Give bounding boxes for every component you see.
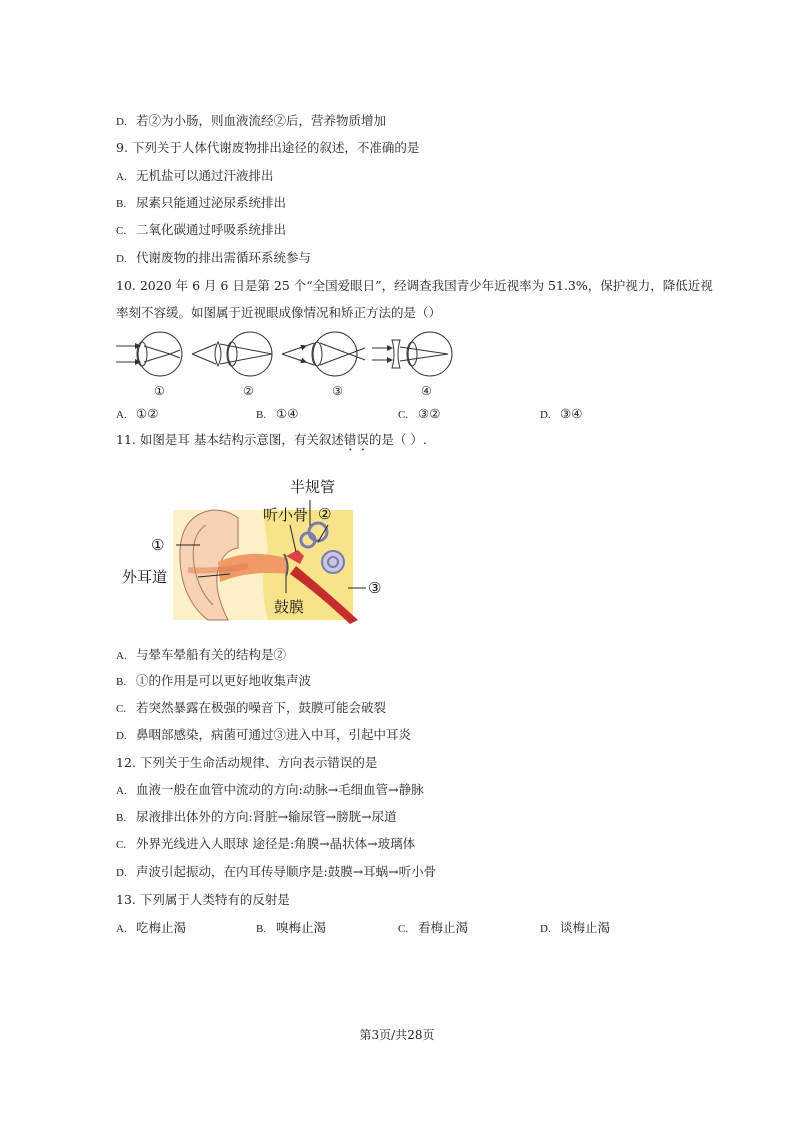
option-text: 看梅止渴: [418, 920, 469, 935]
label-ossicles: 听小骨: [263, 506, 309, 524]
option-key: D.: [116, 116, 127, 128]
eye-label-4: ④: [421, 384, 432, 398]
label-three: ③: [368, 579, 382, 597]
option-key: A.: [116, 171, 127, 183]
option-key: B.: [256, 409, 267, 421]
option-text: 二氧化碳通过呼吸系统排出: [136, 222, 287, 237]
stem-part-a: 11. 如图是耳 基本结构示意图，有关叙述: [116, 432, 344, 447]
option-text: 若②为小肠，则血液流经②后，营养物质增加: [136, 113, 387, 128]
eye-label-1: ①: [154, 384, 165, 398]
eye-diagram-1: [116, 332, 182, 376]
q12-option-c: [116, 836, 415, 853]
q9-option-b: [116, 195, 286, 212]
option-text: 无机盐可以通过汗液排出: [136, 168, 274, 183]
option-key: C.: [398, 923, 409, 935]
option-text: 尿素只能通过泌尿系统排出: [136, 195, 287, 210]
option-key: C.: [116, 225, 127, 237]
eye-diagram-2: [192, 332, 272, 376]
option-key: D.: [116, 867, 127, 879]
q11-stem: [116, 432, 427, 454]
stem-part-b: 的是（ ）.: [368, 432, 427, 447]
q13-option-c: [398, 920, 468, 937]
label-two: ②: [318, 505, 332, 523]
q9-option-d: [116, 250, 311, 267]
q10-option-c: [398, 406, 440, 423]
q13-option-a: [116, 920, 186, 937]
eye-diagram-4: [372, 332, 452, 376]
q12-option-a: [116, 782, 424, 799]
option-text: 吃梅止渴: [136, 920, 187, 935]
eye-diagram-3: [282, 332, 365, 376]
option-key: D.: [116, 253, 127, 265]
label-ear-canal: 外耳道: [122, 568, 168, 586]
option-key: C.: [398, 409, 409, 421]
q12-stem: 12. 下列关于生命活动规律、方向表示错误的是: [116, 755, 378, 770]
option-key: D.: [540, 409, 551, 421]
q10-option-d: [540, 406, 582, 423]
option-text: ③②: [418, 406, 441, 421]
label-semicircular-canals: 半规管: [290, 478, 336, 496]
q11-option-b: [116, 673, 311, 690]
option-text: ③④: [560, 406, 583, 421]
q12-option-d: [116, 864, 436, 881]
option-key: B.: [256, 923, 267, 935]
q9-option-a: [116, 168, 274, 185]
ear-structure-figure: [118, 470, 398, 630]
q13-option-b: [256, 920, 326, 937]
option-text: ①④: [276, 406, 299, 421]
option-text: 鼻咽部感染，病菌可通过③进入中耳，引起中耳炎: [136, 727, 412, 742]
option-text: ①的作用是可以更好地收集声波: [136, 673, 312, 688]
q11-option-d: [116, 727, 411, 744]
eye-label-3: ③: [332, 384, 343, 398]
label-one: ①: [151, 536, 165, 554]
option-key: C.: [116, 839, 127, 851]
option-key: C.: [116, 703, 127, 715]
option-key: A.: [116, 923, 127, 935]
eye-diagrams-figure: [110, 330, 470, 400]
option-text: 外界光线进入人眼球 途径是:角膜→晶状体→玻璃体: [136, 836, 416, 851]
q9-option-c: [116, 222, 286, 239]
option-text: ①②: [136, 406, 159, 421]
page-footer: 第3页/共28页: [359, 1028, 435, 1042]
q12-option-b: [116, 809, 397, 826]
q10-option-a: [116, 406, 158, 423]
option-text: 代谢废物的排出需循环系统参与: [136, 250, 312, 265]
option-key: B.: [116, 198, 127, 210]
option-key: D.: [116, 730, 127, 742]
q11-option-c: [116, 700, 386, 717]
eye-label-2: ②: [243, 384, 254, 398]
option-key: B.: [116, 676, 127, 688]
option-key: A.: [116, 785, 127, 797]
option-text: 嗅梅止渴: [276, 920, 327, 935]
option-text: 与晕车晕船有关的结构是②: [136, 647, 287, 662]
q8-option-d: [116, 113, 386, 130]
q9-stem: 9. 下列关于人体代谢废物排出途径的叙述，不准确的是: [116, 140, 420, 155]
option-key: A.: [116, 650, 127, 662]
option-text: 尿液排出体外的方向:肾脏→输尿管→膀胱→尿道: [136, 809, 397, 824]
q10-option-b: [256, 406, 298, 423]
q13-option-d: [540, 920, 610, 937]
option-key: D.: [540, 923, 551, 935]
q11-option-a: [116, 647, 286, 664]
emphasis-word: 错误: [343, 432, 369, 447]
option-text: 谈梅止渴: [560, 920, 611, 935]
q10-stem-line1: 10. 2020 年 6 月 6 日是第 25 个“全国爱眼日”，经调查我国青少年近视率为 51.3%，保护视力，降低近视: [116, 278, 713, 293]
q13-stem: 13. 下列属于人类特有的反射是: [116, 892, 290, 907]
option-key: B.: [116, 812, 127, 824]
option-text: 声波引起振动，在内耳传导顺序是:鼓膜→耳蜗→听小骨: [136, 864, 437, 879]
option-text: 血液一般在血管中流动的方向:动脉→毛细血管→静脉: [136, 782, 424, 797]
label-eardrum: 鼓膜: [274, 598, 305, 616]
q10-stem-line2: 率刻不容缓。如图属于近视眼成像情况和矫正方法的是（）: [116, 305, 442, 320]
option-text: 若突然暴露在极强的噪音下，鼓膜可能会破裂: [136, 700, 387, 715]
option-key: A.: [116, 409, 127, 421]
